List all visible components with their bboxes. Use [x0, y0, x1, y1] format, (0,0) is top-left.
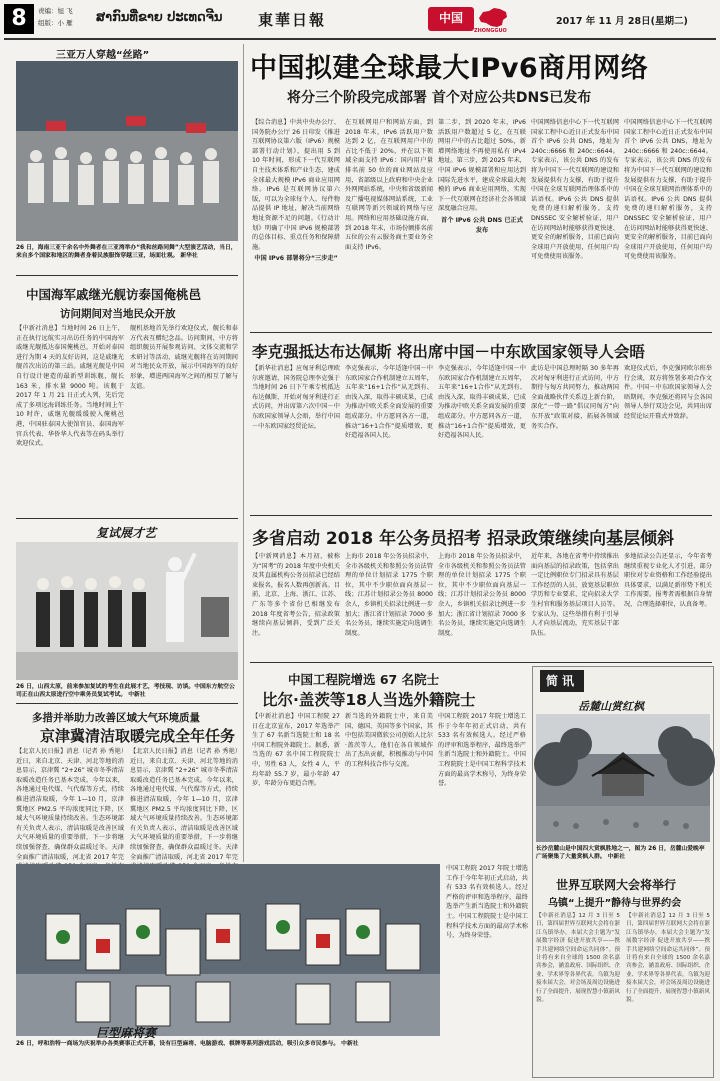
yuelu-credit: 中新社: [607, 854, 626, 861]
cae-body-col2: 新当选的外籍院士中，来自美国、德国、英国等多个国家，其中包括美国微软公司创始人比尔·盖茨等人，他们在各自领域作出了杰出贡献，积极推动与中国的工程科技合作与交流。: [345, 713, 433, 768]
li-body-col4: 此访是中国总理时隔 30 多年再次对匈牙利进行正式访问，中方期待与匈方共同努力，推动两国全面战略伙伴关系迈上新台阶，深化“一带一路”倡议同匈方“向东开放”政策对接，拓展各领域务实合作。: [531, 365, 619, 430]
cae-body-continued: 中国工程院 2017 年院士增选工作于今年年初正式启动，共有 533 名有效候选人。经过严格的评审和选举程序，最终选举产生新当选院士和外籍院士。中国工程院院士是中国工程科学技术方面的最高学术称号，为终身荣誉。: [446, 865, 528, 940]
navy-body-col2: 舰机基地首先举行欢迎仪式，舰长和泰方代表互赠纪念品。访问期间，中方将组织舰员开展参观访问、文体交流和学术研讨等活动，戚继光舰将在访问期间对当地民众开放，展示中国海军的良好形象，增进两国海军之间的相互了解与友谊。: [130, 325, 238, 390]
exam-headline: 多省启动 2018 年公务员招考 招录政策继续向基层倾斜: [252, 529, 675, 549]
env-body-col1: 【北京人民日报】消息（记者 孙 秀艳）近日，来自北京、天津、河北等地的消息显示，京津冀 “2+26” 城市冬季清洁取暖改造任务已基本完成。今年以来，各地通过电代煤、气代煤等方式，持续推进清洁取暖，今年 1—10 月，京津冀地区 PM2.5 平均浓度同比下降，区域大气环境质量持续改善。生态环境部有关负责人表示，清洁取暖是改善区域大气环境质量的重要举措，下一步将继续加强督查，确保群众温暖过冬。天津全面推广清洁取暖，河北省 2017 年完: [16, 748, 124, 861]
china-map-icon: [476, 6, 510, 30]
lead-subheadline: 将分三个阶段完成部署 首个对应公共DNS已发布: [287, 90, 592, 106]
exam-body-col5: 多地招录公告还显示，今年省考继续重视专业化人才引进，部分职位对专业资格和工作经验提出具体要求，以满足新形势下机关工作需要。报考者需根据自身情况，合理选择职位，认真备考。: [624, 553, 712, 608]
lead-body-col3: 第二步，到 2020 年末，IPv6 活跃用户数超过 5 亿，在互联网用户中的占比超过 50%，新增网络地址不再使用私有 IPv4 地址。第三步，到 2025 年末，中国 IPv6 规模部署和应用达到国际先进水平，建成全球最大规模的 IPv6 商业应用网络，实现下一代互联网在经济社会各领域深度融合应用。 首个 IPv6 公共 DNS 已正式发布: [438, 119, 526, 234]
wic-headline: 世界互联网大会将举行: [556, 878, 677, 892]
brief-badge: [540, 670, 584, 692]
exam-body-col1: 【中新网消息】本月初，被称为“国考”的 2018 年度中央机关及其直属机构公务员招录已经结束报名，报名人数再创新高。目前，北京、上海、浙江、江苏、广东等多个省份已相继发布 2018 年度省考公告，招录政策继续向基层倾斜，受到广泛关注。: [252, 553, 340, 637]
mahjong-photo: [16, 864, 440, 1036]
comeback-photo-caption: 26 日，山西太原，前来参加复试的考生在此展才艺，考技现、访谈。中国东方航空公司正在山西太原进行空中乘务员复试考试。 中新社: [16, 684, 235, 699]
left-rule-3: [16, 703, 238, 704]
navy-subheadline: 访问期间对当地民众开放: [60, 308, 176, 320]
editor-credit: 责编：旭 飞: [38, 7, 73, 15]
lead-headline: 中国拟建全球最大IPv6商用网络: [250, 53, 649, 84]
brief-photo-title: 岳麓山赏红枫: [578, 700, 644, 713]
issue-date: 2017 年 11 月 28日(星期二): [556, 16, 688, 27]
li-headline: 李克强抵达布达佩斯 将出席中国－中东欧国家领导人会晤: [252, 343, 645, 361]
comeback-photo-credit: 中新社: [128, 692, 146, 699]
exam-body-col4: 近年来，各地在省考中持续推出面向基层的招录政策，包括拿出一定比例职位专门招录具有基层工作经历的人员、放宽基层职位学历和专业要求、定向招录大学生村官和服务基层项目人员等。专家认为，这些举措有利于引导人才向基层流动，充实基层干部队伍。: [531, 553, 619, 637]
lead-body-col5: 中国网络信息中心下一代互联网国家工程中心近日正式发布中国首个 IPv6 公共 DNS，地址为 240c::6666 和 240c::6644。专家表示，该公共 DNS 的发布将为中国下一代互联网的建设和发展提供有力支撑，有助于提升中国在全球互联网治理体系中的话语权。IPv6 公共 DNS 提供免费的递归解析服务，支持 DNSSEC 安全解析验证，用户在访问网站时能够获得更快速、更安全的解析服务，目前已面向全球用户开放使用，任何用户均可免费使用该服务。: [624, 119, 712, 261]
navy-body-col1: 【中新社消息】当地时间 26 日上午，正在执行远航实习出访任务的中国海军戚继光舰抵达泰国俺桃邑，开始对泰国进行为期 4 天的友好访问，这是戚继光舰首次出访的第三站。戚继光舰是中国自行设计建造的最新型训练舰，舰长 163 米，排水量 9000 吨。该舰于 2017 年 1 月 21 日正式入列，先后完成了多项远海训练任务。当地时间上午 10 时许，戚继光舰缓缓驶入俺桃邑港，中国驻泰国大使馆官员、泰国海军官兵代表、华侨华人代表等在码头举行欢迎仪式。: [16, 325, 124, 448]
li-rule: [250, 515, 712, 516]
lead-body-col4: 中国网络信息中心下一代互联网国家工程中心近日正式发布中国首个 IPv6 公共 DNS，地址为 240c::6666 和 240c::6644。专家表示，该公共 DNS 的发布将为中国下一代互联网的建设和发展提供有力支撑，有助于提升中国在全球互联网治理体系中的话语权。IPv6 公共 DNS 提供免费的递归解析服务，支持 DNSSEC 安全解析验证，用户在访问网站时能够获得更快速、更安全的解析服务，目前已面向全球用户开放使用，任何用户均可免费使用该服务。: [531, 119, 619, 261]
exam-rule: [250, 662, 712, 663]
design-credit: 组版：小 雁: [38, 19, 73, 27]
left-rule-2: [16, 518, 238, 519]
comeback-photo-title: 复试展才艺: [96, 526, 157, 540]
lead-body-col1: 【综合消息】中共中央办公厅、国务院办公厅 26 日印发《推进互联网协议第六版（IPv6）规模部署行动计划》，提出用 5 到 10 年时间，形成下一代互联网自主技术体系和产业生态，建成全球最大规模 IPv6 商业应用网络。IPv6 是互联网协议第六版，可以为全球每个人、每件物品提供 IP 地址，解决当前网络地址资源不足的问题。《行动计划》明确了中国 IPv6 规模部署的总体目标、重点任务和保障措施。 中国 IPv6 部署将分“三步走”: [252, 119, 340, 263]
env-body-continued: 【北京人民日报】消息（记者 孙 秀艳）近日，来自北京、天津、河北等地的消息显示，京津冀 “2+26” 城市冬季清洁取暖改造任务已基本完成。今年以来，各地通过电代煤、气代煤等方式，持续推进清洁取暖，今年 1—10 月，京津冀地区 PM2.5 平均浓度同比下降，区域大气环境质量持续改善。生态环境部有关负责人表示，清洁取暖是改善区域大气环境质量的重要举措，下一步将继续加强督查，确保群众温暖过冬。天津全面推广清洁取暖，河北省 2017 年完: [130, 748, 238, 861]
page-number: 8: [4, 4, 34, 34]
navy-headline: 中国海军戚继光舰访泰国俺桃邑: [26, 287, 202, 302]
cae-subheadline: 比尔·盖茨等18人当选外籍院士: [262, 691, 476, 709]
masthead-title: 東華日報: [258, 11, 327, 29]
wic-subheadline: 乌镇“上提升”静待与世界约会: [548, 898, 682, 909]
brief-badge-label: 简讯: [545, 674, 578, 688]
env-headline: 多措并举助力改善区域大气环境质量: [32, 712, 200, 724]
env-subheadline: 京津冀清洁取暖完成全年任务: [40, 727, 236, 745]
yuelu-photo: [536, 714, 710, 842]
li-body-col3: 李克强表示，今年适逢中国－中东欧国家合作机制建立五周年，五年来“16+1合作”从无到有、由浅入深，取得丰硕成果，已成为推动中欧关系全面发展的重要组成部分。中方愿同各方一道，推动“16+1合作”提质增效，更好造福各国人民。: [438, 365, 526, 440]
column-divider: [243, 44, 244, 862]
mahjong-photo-caption: 26 日，呼和浩特一商场为庆祝举办各类赛事正式开幕，设有巨型麻将、电脑游戏、棋牌等系列游戏活动，吸引众多市民参与。 中新社: [16, 1041, 359, 1047]
lead-box2-title: 首个 IPv6 公共 DNS 已正式发布: [441, 216, 523, 234]
china-badge-label: 中国: [438, 11, 463, 25]
mahjong-photo-credit: 中新社: [341, 1041, 359, 1047]
silk-road-photo: [16, 61, 238, 241]
exam-body-col2: 上海市 2018 年公务员招录中，全市各级机关和参照公务员法管理的单位计划招录 1775 个职位，其中不少职位面向基层一线；江苏计划招录公务员 8000 余人，乡镇机关招录比例进一步加大；浙江省计划招录 7000 多名公务员，继续实施定向选调生制度。: [345, 553, 433, 637]
yuelu-caption: 长沙岳麓山是中国四大赏枫胜地之一，图为 26 日，岳麓山爱晚亭广场聚集了大量赏枫人群。 中新社: [536, 846, 705, 861]
header-rule: [4, 38, 716, 40]
cae-body-col3: 中国工程院 2017 年院士增选工作于今年年初正式启动，共有 533 名有效候选人。经过严格的评审和选举程序，最终选举产生新当选院士和外籍院士。中国工程院院士是中国工程科学技术方面的最高学术称号，为终身荣誉。: [438, 713, 526, 788]
wic-body-col2: 【中新社消息】12 月 3 日至 5 日，第四届世界互联网大会将在浙江乌镇举办，本届大会主题为“发展数字经济 促进开放共享——携手共建网络空间命运共同体”。预计将有来自全球的 1500 余名嘉宾参会，涵盖政府、国际组织、企业、学术界等各界代表。乌镇为迎接本届大会，对会场及周边设施进行了全面提升，展现智慧小镇新风貌。: [626, 913, 710, 1004]
lead-body-col2: 在互联网用户和网站方面，到 2018 年末，IPv6 活跃用户数达到 2 亿，在互联网用户中的占比不低于 20%，并在以下领域全面支持 IPv6：国内用户量排名前 50 位的商业网站及应用，省部级以上政府和中央企业外网网站系统，中央和省级新闻及广播电视媒体网站系统，工业互联网等新兴领域的网络与应用。网络和应用基础设施方面，到 2018 年末，市场份额排名前五位的公有云服务商主要业务全面支持 IPv6。: [345, 119, 433, 251]
silk-photo-caption: 26 日，海南三亚千余名中外舞者在三亚湾举办“我和丝路同舞”大型演艺活动，当日，来自多个国家和地区的舞者身着民族服饰穿越三亚，场面壮观。 新华社: [16, 245, 237, 260]
li-body-col2: 李克强表示，今年适逢中国－中东欧国家合作机制建立五周年，五年来“16+1合作”从无到有、由浅入深，取得丰硕成果，已成为推动中欧关系全面发展的重要组成部分。中方愿同各方一道，推动“16+1合作”提质增效，更好造福各国人民。: [345, 365, 433, 440]
exam-body-col3: 上海市 2018 年公务员招录中，全市各级机关和参照公务员法管理的单位计划招录 1775 个职位，其中不少职位面向基层一线；江苏计划招录公务员 8000 余人，乡镇机关招录比例进一步加大；浙江省计划招录 7000 多名公务员，继续实施定向选调生制度。: [438, 553, 526, 637]
wic-body-col1: 【中新社消息】12 月 3 日至 5 日，第四届世界互联网大会将在浙江乌镇举办，本届大会主题为“发展数字经济 促进开放共享——携手共建网络空间命运共同体”。预计将有来自全球的 1500 余名嘉宾参会，涵盖政府、国际组织、企业、学术界等各界代表。乌镇为迎接本届大会，对会场及周边设施进行了全面提升，展现智慧小镇新风貌。: [536, 913, 620, 1004]
lead-rule: [250, 332, 712, 333]
left-rule-1: [16, 275, 238, 276]
china-badge-sub: ZHONGGUO: [474, 28, 507, 34]
silk-photo-title: 三亚万人穿越“丝路”: [56, 50, 150, 61]
mahjong-photo-title: 巨型麻将赛: [96, 1026, 157, 1040]
comeback-photo: [16, 542, 238, 680]
masthead-lao: ສາກົນທີ່ຂາຍ ປະເທດຈີນ: [96, 10, 223, 25]
cae-headline: 中国工程院增选 67 名院士: [288, 672, 440, 687]
silk-photo-credit: 新华社: [180, 253, 198, 260]
lead-box1-title: 中国 IPv6 部署将分“三步走”: [254, 255, 338, 263]
li-body-col1: 【新华社消息】应匈牙利总理欧尔班邀请，国务院总理李克强于当地时间 26 日下午乘专机抵达布达佩斯，开始对匈牙利进行正式访问，并出席第六次中国－中东欧国家领导人会晤，举行中国－中东欧国家经贸论坛。: [252, 365, 340, 430]
china-section-badge: [428, 7, 474, 31]
env-body-col2: [130, 747, 238, 860]
li-body-col5: 欢迎仪式后，李克强同欧尔班举行会谈，双方将签署多项合作文件。中国－中东欧国家领导人会晤期间，李克强还将同与会各国领导人举行双边会见，共同出席经贸论坛开幕式并致辞。: [624, 365, 712, 420]
cae-body-col1: 【中新社消息】中国工程院 27 日在北京宣布，2017 年选举产生了 67 名新当选院士和 18 名中国工程院外籍院士。据悉，新当选的 67 名中国工程院院士中，男性 63 人，女性 4 人，平均年龄 55.7 岁，最小年龄 47 岁，年龄分布更趋合理。: [252, 713, 340, 788]
